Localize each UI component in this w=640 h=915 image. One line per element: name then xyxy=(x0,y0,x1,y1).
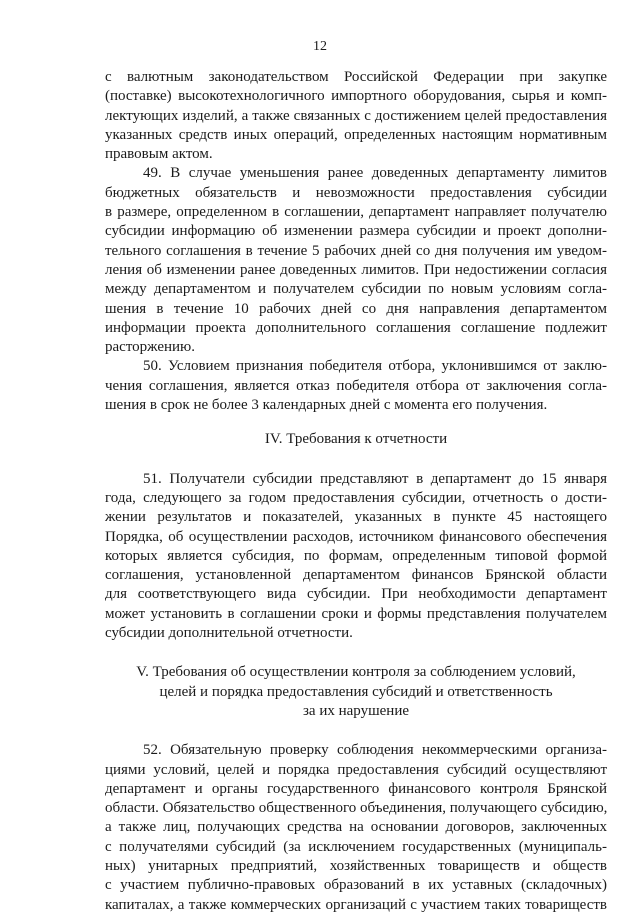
text-line: области. Обязательство общественного объединения, получающего субсидию, xyxy=(105,800,608,817)
text-line: циями условий, целей и порядка предоставления субсидий осуществляют xyxy=(105,761,607,778)
text-line: с участием публично-правовых образований в их уставных (складочных) xyxy=(105,877,607,894)
heading-line: IV. Требования к отчетности xyxy=(264,431,448,448)
text-line: чения соглашения, является отказ победителя отбора от заключения согла- xyxy=(105,377,607,394)
text-line: шения в срок не более 3 календарных дней с момента его получения. xyxy=(105,397,548,414)
text-line: ных) унитарных предприятий, хозяйственных товариществ и обществ xyxy=(105,857,607,874)
text-line: субсидии информацию об изменении размера субсидии и проект дополни- xyxy=(105,223,607,240)
text-line: года, следующего за годом предоставления субсидии, отчетность о дости- xyxy=(105,489,607,506)
text-line: ления об изменении ранее доведенных лимитов. При недостижении согласия xyxy=(105,261,607,278)
text-line: бюджетных обязательств и невозможности предоставления субсидии xyxy=(105,184,607,201)
text-line: в размере, определенном в соглашении, департамент направляет получателю xyxy=(105,204,607,221)
text-line: департамент и органы государственного финансового контроля Брянской xyxy=(105,780,607,797)
paragraph-clause-50 xyxy=(105,357,607,415)
text-line: субсидии дополнительной отчетности. xyxy=(105,625,353,642)
text-line: 52. Обязательную проверку соблюдения некоммерческими организа- xyxy=(143,742,607,759)
paragraph-clause-51 xyxy=(105,470,607,644)
text-line: которых является субсидия, по формам, определенным типовой формой xyxy=(105,547,607,564)
text-line: с получателями субсидий (за исключением государственных (муниципаль- xyxy=(105,838,607,855)
text-line: 51. Получатели субсидии представляют в департамент до 15 января xyxy=(143,470,607,487)
text-line: жении результатов и показателей, указанных в пункте 45 настоящего xyxy=(105,509,607,526)
text-line: лектующих изделий, а также связанных с достижением целей предоставления xyxy=(105,107,607,124)
text-line: 49. В случае уменьшения ранее доведенных департаменту лимитов xyxy=(143,165,607,182)
text-line: информации проекта дополнительного соглашения соглашение подлежит xyxy=(105,319,607,336)
text-line: правовым актом. xyxy=(105,146,213,163)
heading-line: V. Требования об осуществлении контроля за соблюдением условий, xyxy=(136,664,576,681)
text-line: для соответствующего вида субсидии. При необходимости департамент xyxy=(105,586,607,603)
text-line: может установить в соглашении сроки и формы представления получателем xyxy=(105,605,607,622)
text-line: 50. Условием признания победителя отбора, уклонившимся от заклю- xyxy=(143,358,607,375)
text-line: капиталах, а также коммерческих организаций с участием таких товариществ xyxy=(105,896,607,913)
text-line: между департаментом и получателем субсидии по новым условиям согла- xyxy=(105,281,607,298)
heading-line: за их нарушение xyxy=(302,702,410,719)
section-heading-iv xyxy=(105,430,607,449)
text-line: тельного соглашения в течение 5 рабочих дней со дня получения им уведом- xyxy=(105,242,607,259)
text-line: указанных средств иных операций, определенных настоящим нормативным xyxy=(105,126,607,143)
document-body xyxy=(105,68,607,915)
text-line: Порядка, об осуществлении расходов, источником финансового обеспечения xyxy=(105,528,607,545)
text-line: расторжению. xyxy=(105,339,196,356)
paragraph-clause-49 xyxy=(105,164,607,357)
section-heading-v xyxy=(105,663,607,721)
text-line: а также лиц, получающих средства на основании договоров, заключенных xyxy=(105,819,607,836)
text-line: с валютным законодательством Российской Федерации при закупке xyxy=(105,69,607,85)
text-line: шения в течение 10 рабочих дней со дня направления департаментом xyxy=(105,300,607,317)
paragraph-continuation xyxy=(105,68,607,164)
paragraph-clause-52 xyxy=(105,741,607,915)
text-line: соглашения, установленной департаментом финансов Брянской области xyxy=(105,567,607,584)
heading-line: целей и порядка предоставления субсидий и ответственность xyxy=(159,683,553,700)
text-line: (поставке) высокотехнологичного импортного оборудования, сырья и комп- xyxy=(105,88,607,105)
page-number: 12 xyxy=(313,39,327,54)
